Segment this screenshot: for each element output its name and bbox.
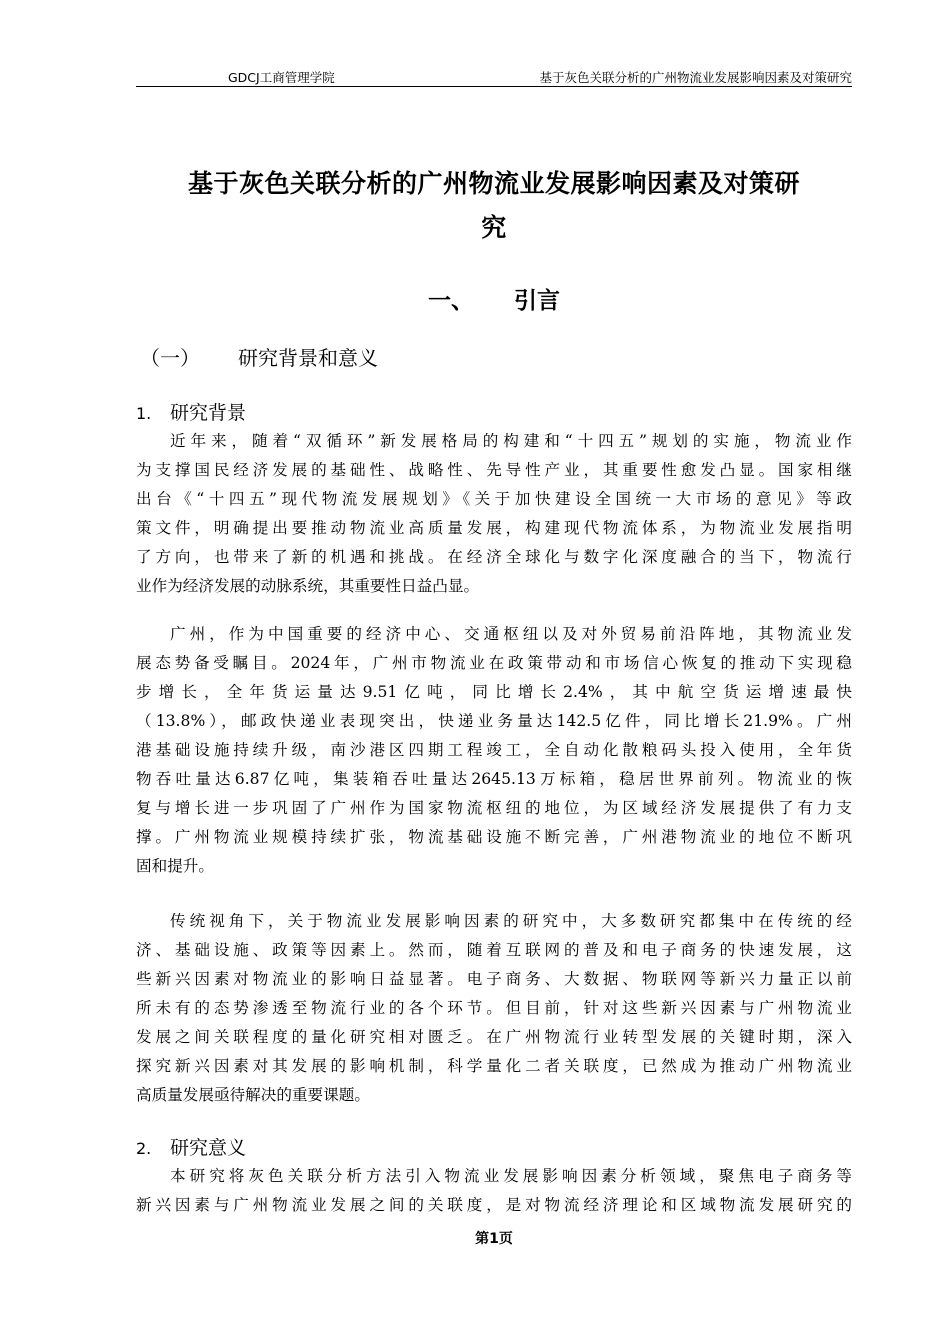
paragraph-line: 些新兴因素对物流业的影响日益显著。电子商务、大数据、物联网等新兴力量正以前 xyxy=(136,970,852,988)
paragraph-line: 港基础设施持续升级，南沙港区四期工程竣工，全自动化散粮码头投入使用，全年货 xyxy=(136,741,852,759)
paragraph-line: 发展之间关联程度的量化研究相对匮乏。在广州物流行业转型发展的关键时期，深入 xyxy=(136,1028,852,1046)
subsection-heading-1 xyxy=(140,342,378,371)
item-title: 研究意义 xyxy=(170,1137,247,1159)
paragraph-2 xyxy=(136,620,852,881)
item-number: 2. xyxy=(136,1139,152,1158)
paragraph-line: 济、基础设施、政策等因素上。然而，随着互联网的普及和电子商务的快速发展，这 xyxy=(136,941,852,959)
paragraph-line: 出台《“十四五”现代物流发展规划》《关于加快建设全国统一大市场的意见》等政 xyxy=(136,490,852,508)
item-number: 1. xyxy=(136,404,152,423)
paragraph-line: 复与增长进一步巩固了广州作为国家物流枢纽的地位，为区域经济发展提供了有力支 xyxy=(136,799,852,817)
section-number: 一、 xyxy=(428,288,474,314)
paragraph-line: 近年来，随着“双循环”新发展格局的构建和“十四五”规划的实施，物流业作 xyxy=(170,432,852,450)
paragraph-line: 了方向，也带来了新的机遇和挑战。在经济全球化与数字化深度融合的当下，物流行 xyxy=(136,548,852,566)
paragraph-4 xyxy=(136,1162,852,1220)
header-doc-title: 基于灰色关联分析的广州物流业发展影响因素及对策研究 xyxy=(539,70,852,85)
paragraph-line: 固和提升。 xyxy=(136,857,214,875)
paragraph-line: 物吞吐量达6.87亿吨，集装箱吞吐量达2645.13万标箱，稳居世界前列。物流业的恢 xyxy=(136,770,852,788)
title-line-2: 究 xyxy=(481,213,507,242)
paragraph-line: 步增长，全年货运量达9.51亿吨，同比增长2.4%，其中航空货运增速最快 xyxy=(136,683,852,701)
section-heading-1 xyxy=(136,282,852,315)
paragraph-line: 高质量发展亟待解决的重要课题。 xyxy=(136,1086,370,1104)
paragraph-line: 本研究将灰色关联分析方法引入物流业发展影响因素分析领域，聚焦电子商务等 xyxy=(170,1167,852,1185)
page-header xyxy=(136,64,852,87)
title-line-1: 基于灰色关联分析的广州物流业发展影响因素及对策研 xyxy=(187,169,800,198)
paragraph-line: 探究新兴因素对其发展的影响机制，科学量化二者关联度，已然成为推动广州物流业 xyxy=(136,1057,852,1075)
paragraph-line: 展态势备受瞩目。2024年，广州市物流业在政策带动和市场信心恢复的推动下实现稳 xyxy=(136,654,852,672)
document-title xyxy=(136,162,852,250)
subsection-number: （一） xyxy=(140,346,200,370)
item-title: 研究背景 xyxy=(170,402,247,424)
paragraph-line: 广州，作为中国重要的经济中心、交通枢纽以及对外贸易前沿阵地，其物流业发 xyxy=(170,625,852,643)
item-heading-1 xyxy=(136,398,246,425)
subsection-title: 研究背景和意义 xyxy=(238,346,378,370)
paragraph-line: 策文件，明确提出要推动物流业高质量发展，构建现代物流体系，为物流业发展指明 xyxy=(136,519,852,537)
section-title: 引言 xyxy=(514,288,560,314)
paragraph-line: 新兴因素与广州物流业发展之间的关联度，是对物流经济理论和区域物流发展研究的 xyxy=(136,1196,852,1214)
paragraph-line: 为支撑国民经济发展的基础性、战略性、先导性产业，其重要性愈发凸显。国家相继 xyxy=(136,461,852,479)
paragraph-line: 撑。广州物流业规模持续扩张，物流基础设施不断完善，广州港物流业的地位不断巩 xyxy=(136,828,852,846)
header-institution: GDCJ工商管理学院 xyxy=(228,70,335,85)
paragraph-line: 传统视角下，关于物流业发展影响因素的研究中，大多数研究都集中在传统的经 xyxy=(170,912,852,930)
item-heading-2 xyxy=(136,1133,246,1160)
paragraph-1 xyxy=(136,427,852,601)
page-number: 第1页 xyxy=(475,1231,513,1247)
paragraph-line: （13.8%），邮政快递业表现突出，快递业务量达142.5亿件，同比增长21.9%。广州 xyxy=(136,712,852,730)
paragraph-line: 业作为经济发展的动脉系统，其重要性日益凸显。 xyxy=(136,577,480,595)
paragraph-3 xyxy=(136,907,852,1110)
paragraph-line: 所未有的态势渗透至物流行业的各个环节。但目前，针对这些新兴因素与广州物流业 xyxy=(136,999,852,1017)
